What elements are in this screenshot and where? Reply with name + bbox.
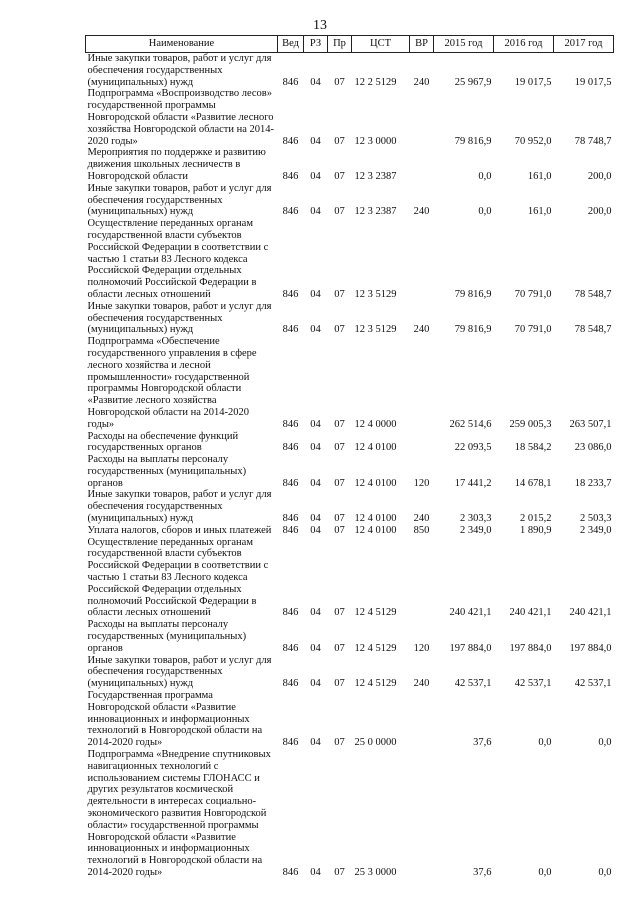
- cell-rz: 04: [310, 418, 321, 430]
- cell-pr: 07: [334, 324, 345, 336]
- cell-2016: 19 017,5: [514, 76, 552, 88]
- cell-2016: 161,0: [527, 206, 552, 218]
- cell-pr: 07: [334, 170, 345, 182]
- table-row: [86, 489, 614, 524]
- table-row: [86, 619, 614, 654]
- cell-name: Иные закупки товаров, работ и услуг для обеспечения государственных (муниципальных) нужд: [87, 489, 272, 525]
- table-row: [86, 53, 614, 89]
- cell-pr: 07: [334, 477, 345, 489]
- cell-vr: 240: [413, 324, 430, 336]
- cell-name: Подпрограмма «Воспроизводство лесов» государственной программы Новгородской области «Развитие лесного хозяйства Новгородской области на 2014-2020 годы»: [87, 88, 275, 147]
- cell-pr: 07: [334, 288, 345, 300]
- cell-2017: 19 017,5: [574, 76, 612, 88]
- cell-2015: 79 816,9: [454, 135, 492, 147]
- cell-2017: 200,0: [587, 170, 612, 182]
- table-header-row: [86, 36, 614, 53]
- cell-rz: 04: [310, 642, 321, 654]
- cell-pr: 07: [334, 678, 345, 690]
- cell-vr: [410, 690, 434, 749]
- cell-cst: 12 4 0100: [354, 477, 397, 489]
- cell-cst: 12 4 5129: [354, 678, 397, 690]
- cell-2015: 262 514,6: [449, 418, 492, 430]
- cell-2017: 18 233,7: [574, 477, 612, 489]
- cell-2016: 0,0: [538, 737, 552, 749]
- table-body: [86, 53, 614, 879]
- cell-cst: 25 0 0000: [354, 737, 397, 749]
- cell-name: Подпрограмма «Обеспечение государственного управления в сфере лесного хозяйства и лесной промышленности» государственной программы Новгородской области «Развитие лесного хозяйства Новгородской области на 2014-2020 годы»: [87, 336, 257, 430]
- cell-2017: 78 548,7: [574, 288, 612, 300]
- cell-cst: 12 4 0100: [354, 524, 397, 536]
- table-row: [86, 454, 614, 489]
- cell-2017: 197 884,0: [569, 642, 612, 654]
- cell-ved: 846: [282, 324, 299, 336]
- cell-pr: 07: [334, 642, 345, 654]
- cell-vr: 120: [413, 642, 430, 654]
- cell-pr: 07: [334, 206, 345, 218]
- cell-2017: 0,0: [598, 866, 612, 878]
- cell-2016: 197 884,0: [509, 642, 552, 654]
- cell-ved: 846: [282, 607, 299, 619]
- cell-ved: 846: [282, 737, 299, 749]
- cell-name: Иные закупки товаров, работ и услуг для обеспечения государственных (муниципальных) нужд: [87, 182, 272, 218]
- cell-2015: 0,0: [478, 170, 492, 182]
- cell-ved: 846: [282, 513, 299, 525]
- header-rz: РЗ: [304, 36, 328, 53]
- cell-pr: 07: [334, 513, 345, 525]
- cell-rz: 04: [310, 288, 321, 300]
- header-vr: ВР: [410, 36, 434, 53]
- cell-2017: 42 537,1: [574, 678, 612, 690]
- cell-rz: 04: [310, 206, 321, 218]
- cell-rz: 04: [310, 737, 321, 749]
- cell-cst: 12 4 0100: [354, 442, 397, 454]
- cell-rz: 04: [310, 324, 321, 336]
- cell-2017: 200,0: [587, 206, 612, 218]
- cell-rz: 04: [310, 607, 321, 619]
- cell-2016: 161,0: [527, 170, 552, 182]
- cell-vr: 240: [413, 513, 430, 525]
- cell-2017: 0,0: [598, 737, 612, 749]
- cell-vr: [410, 88, 434, 147]
- cell-pr: 07: [334, 737, 345, 749]
- cell-ved: 846: [282, 135, 299, 147]
- cell-2017: 78 548,7: [574, 324, 612, 336]
- cell-2016: 2 015,2: [520, 513, 552, 525]
- cell-vr: 120: [413, 477, 430, 489]
- cell-2015: 17 441,2: [454, 477, 492, 489]
- header-ved: Вед: [278, 36, 304, 53]
- cell-2015: 37,6: [473, 737, 492, 749]
- cell-ved: 846: [282, 866, 299, 878]
- cell-cst: 12 2 5129: [354, 76, 397, 88]
- cell-2017: 2 503,3: [580, 513, 612, 525]
- cell-2016: 259 005,3: [509, 418, 552, 430]
- table-row: [86, 525, 614, 537]
- cell-2016: 240 421,1: [509, 607, 552, 619]
- cell-pr: 07: [334, 76, 345, 88]
- cell-2015: 2 349,0: [460, 524, 492, 536]
- cell-name: Иные закупки товаров, работ и услуг для обеспечения государственных (муниципальных) нужд: [87, 654, 272, 690]
- cell-ved: 846: [282, 477, 299, 489]
- table-row: [86, 749, 614, 879]
- cell-vr: [410, 749, 434, 879]
- cell-vr: [410, 147, 434, 182]
- page-number: 13: [313, 18, 327, 33]
- table-row: [86, 301, 614, 336]
- cell-2016: 70 791,0: [514, 288, 552, 300]
- cell-2015: 25 967,9: [454, 76, 492, 88]
- cell-pr: 07: [334, 442, 345, 454]
- cell-rz: 04: [310, 477, 321, 489]
- cell-2016: 0,0: [538, 866, 552, 878]
- cell-2016: 14 678,1: [514, 477, 552, 489]
- cell-pr: 07: [334, 135, 345, 147]
- table-row: [86, 537, 614, 620]
- header-2017: 2017 год: [554, 36, 614, 53]
- cell-2017: 23 086,0: [574, 442, 612, 454]
- cell-vr: 240: [413, 678, 430, 690]
- cell-vr: [410, 431, 434, 455]
- cell-cst: 12 3 2387: [354, 206, 397, 218]
- cell-rz: 04: [310, 76, 321, 88]
- cell-vr: 240: [413, 76, 430, 88]
- cell-2017: 2 349,0: [580, 524, 612, 536]
- cell-vr: 240: [413, 206, 430, 218]
- cell-2016: 70 791,0: [514, 324, 552, 336]
- cell-pr: 07: [334, 607, 345, 619]
- cell-2016: 1 890,9: [520, 524, 552, 536]
- cell-ved: 846: [282, 642, 299, 654]
- cell-rz: 04: [310, 678, 321, 690]
- cell-vr: [410, 218, 434, 301]
- cell-ved: 846: [282, 524, 299, 536]
- cell-2015: 240 421,1: [449, 607, 492, 619]
- cell-vr: 850: [413, 524, 430, 536]
- cell-2017: 263 507,1: [569, 418, 612, 430]
- table-row: [86, 690, 614, 749]
- header-pr: Пр: [328, 36, 352, 53]
- cell-cst: 12 4 5129: [354, 607, 397, 619]
- header-name: Наименование: [86, 36, 278, 53]
- cell-name: Расходы на выплаты персоналу государственных (муниципальных) органов: [87, 454, 247, 489]
- header-2016: 2016 год: [494, 36, 554, 53]
- table-row: [86, 336, 614, 430]
- cell-2015: 2 303,3: [460, 513, 492, 525]
- cell-name: Расходы на обеспечение функций государственных органов: [87, 430, 239, 454]
- cell-vr: [410, 537, 434, 620]
- cell-cst: 12 3 5129: [354, 288, 397, 300]
- cell-rz: 04: [310, 513, 321, 525]
- cell-name: Подпрограмма «Внедрение спутниковых навигационных технологий с использованием системы ГЛОНАСС и других результатов космической деятельности в интересах социально-экономического развития Новгородской области» государственной программы Новгородской области «Развитие инновационных и информационных технологий в Новгородской области на 2014-2020 годы»: [87, 749, 271, 878]
- cell-cst: 12 3 5129: [354, 324, 397, 336]
- cell-ved: 846: [282, 76, 299, 88]
- cell-ved: 846: [282, 442, 299, 454]
- cell-cst: 12 4 0000: [354, 418, 397, 430]
- cell-2015: 42 537,1: [454, 678, 492, 690]
- cell-cst: 12 4 0100: [354, 513, 397, 525]
- cell-name: Государственная программа Новгородской области «Развитие инновационных и информационных технологий в Новгородской области на 2014-2020 годы»: [87, 690, 263, 749]
- cell-pr: 07: [334, 866, 345, 878]
- cell-name: Расходы на выплаты персоналу государственных (муниципальных) органов: [87, 619, 247, 654]
- cell-rz: 04: [310, 866, 321, 878]
- cell-name: Осуществление переданных органам государственной власти субъектов Российской Федерации в соответствии с частью 1 статьи 83 Лесного кодекса Российской Федерации отдельных полномочий Российской Федерации в области лесных отношений: [87, 536, 269, 619]
- cell-2015: 37,6: [473, 866, 492, 878]
- table-row: [86, 218, 614, 301]
- cell-rz: 04: [310, 135, 321, 147]
- cell-name: Осуществление переданных органам государственной власти субъектов Российской Федерации в соответствии с частью 1 статьи 83 Лесного кодекса Российской Федерации отдельных полномочий Российской Федерации в области лесных отношений: [87, 218, 269, 300]
- cell-2015: 0,0: [478, 206, 492, 218]
- header-cst: ЦСТ: [352, 36, 410, 53]
- cell-name: Иные закупки товаров, работ и услуг для обеспечения государственных (муниципальных) нужд: [87, 53, 272, 88]
- cell-ved: 846: [282, 418, 299, 430]
- cell-cst: 25 3 0000: [354, 866, 397, 878]
- cell-ved: 846: [282, 678, 299, 690]
- cell-rz: 04: [310, 524, 321, 536]
- cell-2017: 78 748,7: [574, 135, 612, 147]
- cell-2015: 197 884,0: [449, 642, 492, 654]
- cell-vr: [410, 336, 434, 430]
- cell-2015: 79 816,9: [454, 288, 492, 300]
- table-row: [86, 88, 614, 147]
- cell-cst: 12 3 0000: [354, 135, 397, 147]
- cell-cst: 12 3 2387: [354, 170, 397, 182]
- cell-2017: 240 421,1: [569, 607, 612, 619]
- budget-table: [85, 35, 614, 879]
- cell-2015: 79 816,9: [454, 324, 492, 336]
- table-row: [86, 431, 614, 455]
- table-row: [86, 655, 614, 690]
- cell-pr: 07: [334, 418, 345, 430]
- cell-2015: 22 093,5: [454, 442, 492, 454]
- cell-name: Мероприятия по поддержке и развитию движения школьных лесничеств в Новгородской области: [87, 147, 266, 182]
- header-2015: 2015 год: [434, 36, 494, 53]
- cell-ved: 846: [282, 170, 299, 182]
- table-row: [86, 183, 614, 218]
- cell-name: Уплата налогов, сборов и иных платежей: [87, 524, 272, 536]
- cell-rz: 04: [310, 170, 321, 182]
- cell-cst: 12 4 5129: [354, 642, 397, 654]
- cell-ved: 846: [282, 206, 299, 218]
- cell-pr: 07: [334, 524, 345, 536]
- cell-rz: 04: [310, 442, 321, 454]
- cell-ved: 846: [282, 288, 299, 300]
- cell-name: Иные закупки товаров, работ и услуг для обеспечения государственных (муниципальных) нужд: [87, 300, 272, 336]
- cell-2016: 18 584,2: [514, 442, 552, 454]
- cell-2016: 42 537,1: [514, 678, 552, 690]
- table-row: [86, 147, 614, 182]
- cell-2016: 70 952,0: [514, 135, 552, 147]
